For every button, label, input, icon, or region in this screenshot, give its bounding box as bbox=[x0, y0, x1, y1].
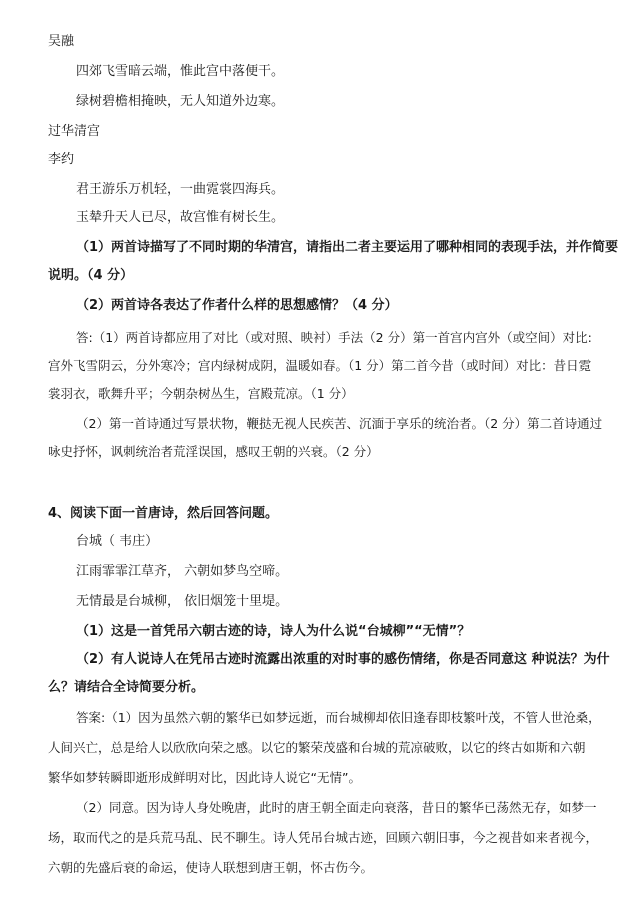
poem2-author: 李约 bbox=[48, 152, 75, 167]
q4-heading: 4、阅读下面一首唐诗，然后回答问题。 bbox=[48, 506, 279, 521]
q4-answer1-line-3: 繁华如梦转瞬即逝形成鲜明对比，因此诗人说它“无情”。 bbox=[48, 770, 361, 785]
q4-question2-line-1: （2）有人说诗人在凭吊古迹时流露出浓重的对时事的感伤情绪，你是否同意这 种说法？为什 bbox=[76, 652, 610, 667]
poem1-line-2: 绿树碧檐相掩映，无人知道外边寒。 bbox=[76, 94, 285, 109]
q3-answer1-line-2: 宫外飞雪阴云，分外寒冷；宫内绿树成阴，温暖如春。（1 分）第二首今昔（或时间）对比：昔日霓 bbox=[48, 358, 592, 373]
q4-answer2-line-2: 场，取而代之的是兵荒马乱、民不聊生。诗人凭吊台城古迹，回顾六朝旧事，今之视昔如来者视今， bbox=[48, 830, 599, 845]
q3-question2: （2）两首诗各表达了作者什么样的思想感情？（4 分） bbox=[76, 298, 398, 313]
q4-poem-line-1: 江雨霏霏江草齐， 六朝如梦鸟空啼。 bbox=[76, 564, 289, 579]
poem2-line-1: 君王游乐万机轻，一曲霓裳四海兵。 bbox=[76, 182, 285, 197]
q4-poem-line-2: 无情最是台城柳， 依旧烟笼十里堤。 bbox=[76, 594, 289, 609]
poem2-line-2: 玉辇升天人已尽，故宫惟有树长生。 bbox=[76, 210, 285, 225]
q4-question1: （1）这是一首凭吊六朝古迹的诗，诗人为什么说“台城柳”“无情”？ bbox=[76, 624, 471, 639]
q4-poem-title: 台城（ 韦庄） bbox=[76, 534, 159, 549]
q4-answer1-line-2: 人间兴亡，总是给人以欣欣向荣之感。以它的繁荣茂盛和台城的荒凉破败，以它的终古如斯和六朝 bbox=[48, 740, 586, 755]
q4-question2-line-2: 么？请结合全诗简要分析。 bbox=[48, 680, 205, 695]
q3-question1-line-2: 说明。（4 分） bbox=[48, 268, 134, 283]
poem2-title: 过华清宫 bbox=[48, 124, 101, 139]
poem1-line-1: 四郊飞雪暗云端，惟此宫中落便干。 bbox=[76, 64, 285, 79]
q4-answer2-line-1: （2）同意。因为诗人身处晚唐，此时的唐王朝全面走向衰落，昔日的繁华已荡然无存，如梦一 bbox=[76, 800, 597, 815]
q4-answer1-line-1: 答案:（1）因为虽然六朝的繁华已如梦远逝，而台城柳却依旧逢春即枝繁叶茂，不管人世沧桑， bbox=[76, 710, 601, 725]
poem1-author: 吴融 bbox=[48, 34, 75, 49]
q3-answer2-line-2: 咏史抒怀，讽刺统治者荒淫误国，感叹王朝的兴衰。（2 分） bbox=[48, 444, 379, 459]
q3-answer1-line-1: 答:（1）两首诗都应用了对比（或对照、映衬）手法（2 分）第一首宫内宫外（或空间）对比: bbox=[76, 330, 592, 345]
q3-answer1-line-3: 裳羽衣，歌舞升平；今朝杂树丛生，宫殿荒凉。（1 分） bbox=[48, 386, 354, 401]
q3-question1-line-1: （1）两首诗描写了不同时期的华清宫，请指出二者主要运用了哪种相同的表现手法，并作简要 bbox=[76, 240, 619, 255]
q4-answer2-line-3: 六朝的先盛后衰的命运，使诗人联想到唐王朝，怀古伤今。 bbox=[48, 860, 374, 875]
q3-answer2-line-1: （2）第一首诗通过写景状物，鞭挞无视人民疾苦、沉湎于享乐的统治者。（2 分）第二首诗通过 bbox=[76, 416, 603, 431]
